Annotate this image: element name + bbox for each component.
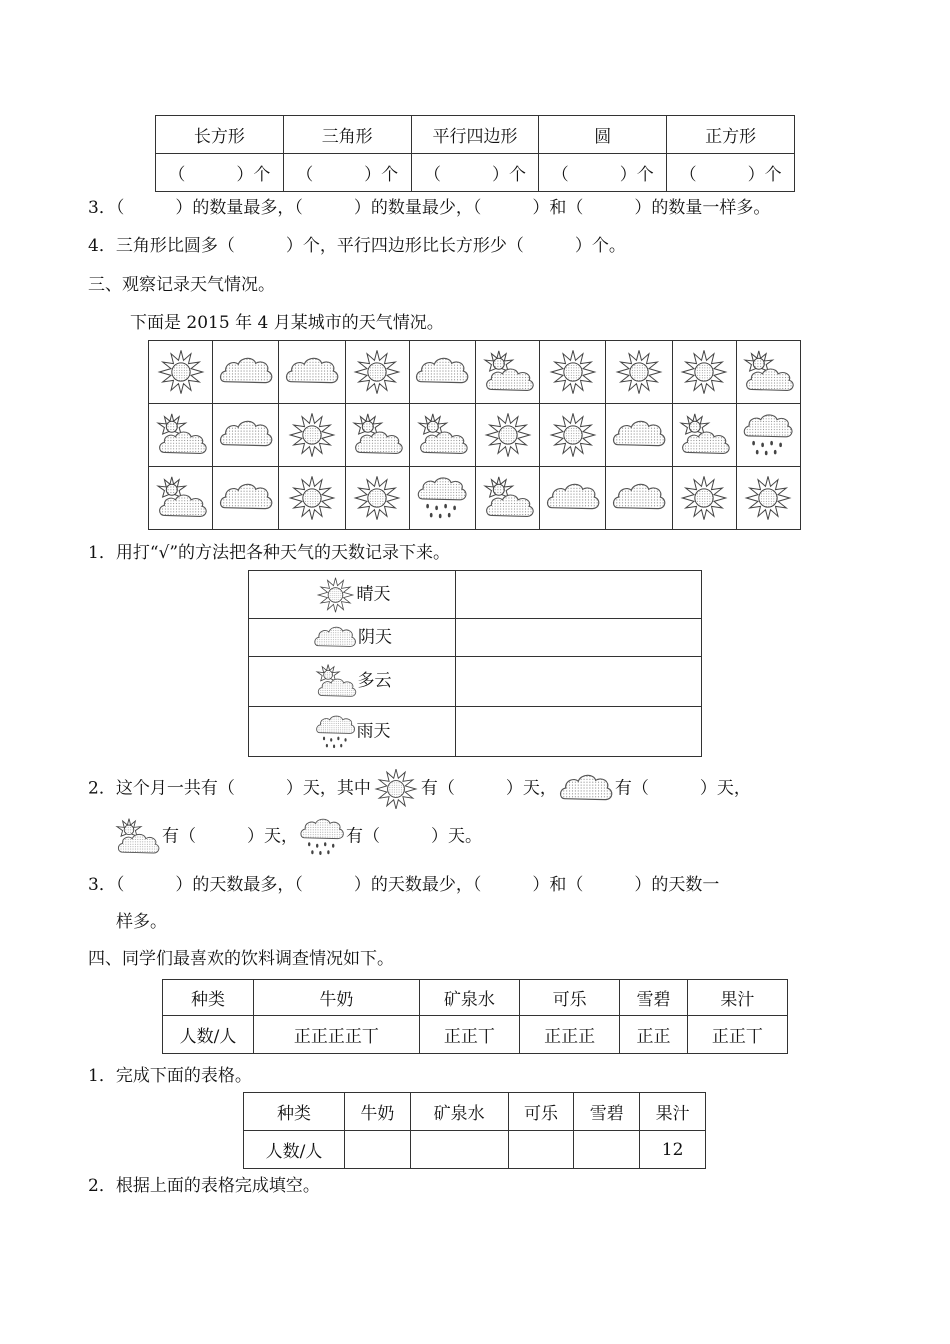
sun-icon [350,347,404,397]
shapes-count-table [155,115,795,192]
tally-header: 种类 [163,980,254,1016]
sun-icon [612,347,666,397]
partly-icon [349,412,405,458]
q2-text-a: 2．这个月一共有（ ）天，其中 [88,778,371,799]
sun-icon [546,410,600,460]
partly-icon [153,475,209,521]
cloud-icon [413,352,471,392]
cloud-icon [217,352,275,392]
sun-icon [481,410,535,460]
tally-header: 牛奶 [254,980,420,1016]
tally-value-row [163,1016,788,1054]
shapes-blank-row [156,154,795,192]
q2-text-e: 有（ ）天。 [346,826,482,847]
partly-icon [740,349,796,395]
sun-icon [154,347,208,397]
weather-day-cell [672,404,736,467]
record-type [249,657,456,707]
weather-grid-row [149,404,801,467]
cloud-icon [312,622,358,654]
weather-day-cell [279,341,345,404]
count-value-row [244,1131,706,1169]
weather-day-cell [409,341,475,404]
count-header: 可乐 [508,1093,574,1131]
section-3-q1: 1．用打“√”的方法把各种天气的天数记录下来。 [88,543,451,563]
record-row [249,707,702,757]
weather-record-table [248,570,702,757]
weather-day-cell [476,467,540,530]
tally-marks: 正正正 [520,1016,620,1054]
weather-day-cell [279,404,345,467]
weather-day-cell [540,341,606,404]
cloud-icon [217,415,275,455]
q2-text-c: 有（ ）天， [614,778,751,799]
section-4-q2: 2．根据上面的表格完成填空。 [88,1176,320,1196]
cloud-icon [610,415,668,455]
count-blank[interactable] [410,1131,508,1169]
shapes-header-row [156,116,795,154]
section-4-title: 四、同学们最喜欢的饮料调查情况如下。 [88,949,394,969]
section-3-intro: 下面是 2015 年 4 月某城市的天气情况。 [130,313,444,333]
weather-day-cell [672,341,736,404]
sun-icon [285,473,339,523]
partly-cloudy-icon [112,817,162,857]
weather-day-cell [149,404,213,467]
weather-day-cell [213,341,279,404]
section-4-q1: 1．完成下面的表格。 [88,1066,252,1086]
sun-icon [677,473,731,523]
weather-day-cell [606,341,672,404]
tally-header: 矿泉水 [419,980,519,1016]
weather-grid-row [149,341,801,404]
section-3-q3-line1: 3．（ ）的天数最多，（ ）的天数最少，（ ）和（ ）的天数一 [88,875,720,895]
record-label: 晴天 [356,584,391,604]
shape-count-blank[interactable]: （ ）个 [156,154,284,192]
record-type [249,619,456,657]
record-type [249,707,456,757]
partly-icon [480,475,536,521]
shape-header: 正方形 [667,116,795,154]
count-blank[interactable] [508,1131,574,1169]
weather-day-cell [736,404,800,467]
record-tally-cell[interactable] [456,657,702,707]
tally-marks: 正正 [620,1016,687,1054]
tally-marks: 正正丅 [687,1016,787,1054]
weather-day-cell [606,404,672,467]
tally-header: 雪碧 [620,980,687,1016]
cloud-icon [217,478,275,518]
cloud-icon [283,352,341,392]
rain-icon [415,474,469,522]
weather-day-cell [279,467,345,530]
partly-icon [676,412,732,458]
record-label: 雨天 [356,721,391,741]
weather-day-cell [476,404,540,467]
weather-day-cell [606,467,672,530]
weather-day-cell [149,341,213,404]
record-label: 阴天 [358,627,392,647]
question-2-3: 3．（ ）的数量最多，（ ）的数量最少，（ ）和（ ）的数量一样多。 [88,198,771,218]
sun-icon [285,410,339,460]
rain-icon [741,411,795,459]
shape-header: 三角形 [283,116,411,154]
record-tally-cell[interactable] [456,707,702,757]
sun-icon [314,575,357,615]
partly-icon [480,349,536,395]
count-blank[interactable] [345,1131,411,1169]
section-3-q2-line2 [112,815,482,859]
partly-icon [414,412,470,458]
weather-day-cell [540,467,606,530]
count-header: 雪碧 [574,1093,640,1131]
q2-text-d: 有（ ）天， [162,826,298,847]
question-2-4: 4．三角形比圆多（ ）个，平行四边形比长方形少（ ）个。 [88,236,626,256]
count-header-row [244,1093,706,1131]
count-label: 人数/人 [244,1131,345,1169]
cloud-icon [610,478,668,518]
record-row [249,657,702,707]
tally-header-row [163,980,788,1016]
tally-marks: 正正丅 [419,1016,519,1054]
section-3-q2-line1 [88,766,751,812]
sun-icon [350,473,404,523]
tally-label: 人数/人 [163,1016,254,1054]
record-label: 多云 [357,671,392,691]
tally-header: 可乐 [520,980,620,1016]
shape-header: 平行四边形 [411,116,539,154]
weather-day-cell [213,467,279,530]
q2-text-b: 有（ ）天， [420,778,557,799]
cloud-icon [544,478,602,518]
weather-day-cell [736,341,800,404]
shape-header: 长方形 [156,116,284,154]
weather-day-cell [409,404,475,467]
weather-day-cell [409,467,475,530]
partly-icon [153,412,209,458]
count-value: 12 [640,1131,706,1169]
shape-count-blank[interactable]: （ ）个 [411,154,539,192]
count-header: 牛奶 [345,1093,411,1131]
count-header: 矿泉水 [410,1093,508,1131]
shape-header: 圆 [539,116,667,154]
record-type [249,571,456,619]
drink-tally-table [162,979,788,1054]
record-row [249,571,702,619]
sun-icon [546,347,600,397]
weather-day-cell [476,341,540,404]
weather-day-cell [345,341,409,404]
count-header: 果汁 [640,1093,706,1131]
shape-count-blank[interactable]: （ ）个 [283,154,411,192]
weather-day-cell [345,467,409,530]
weather-day-cell [736,467,800,530]
sun-icon [677,347,731,397]
drink-count-table [243,1092,706,1169]
count-header: 种类 [244,1093,345,1131]
section-3-title: 三、观察记录天气情况。 [88,275,275,295]
shape-count-blank[interactable]: （ ）个 [539,154,667,192]
partly-icon [313,663,358,700]
count-blank[interactable] [574,1131,640,1169]
weather-grid [148,340,801,530]
weather-day-cell [672,467,736,530]
rain-icon [298,815,346,859]
shape-count-blank[interactable]: （ ）个 [667,154,795,192]
sun-icon [741,473,795,523]
weather-grid-row [149,467,801,530]
rain-icon [314,713,357,751]
weather-day-cell [149,467,213,530]
cloud-icon [557,769,615,809]
record-tally-cell[interactable] [456,619,702,657]
sun-icon [371,766,421,812]
weather-day-cell [345,404,409,467]
tally-header: 果汁 [687,980,787,1016]
weather-day-cell [540,404,606,467]
record-row [249,619,702,657]
tally-marks: 正正正正丅 [254,1016,420,1054]
weather-day-cell [213,404,279,467]
record-tally-cell[interactable] [456,571,702,619]
section-3-q3-line2: 样多。 [116,912,167,932]
